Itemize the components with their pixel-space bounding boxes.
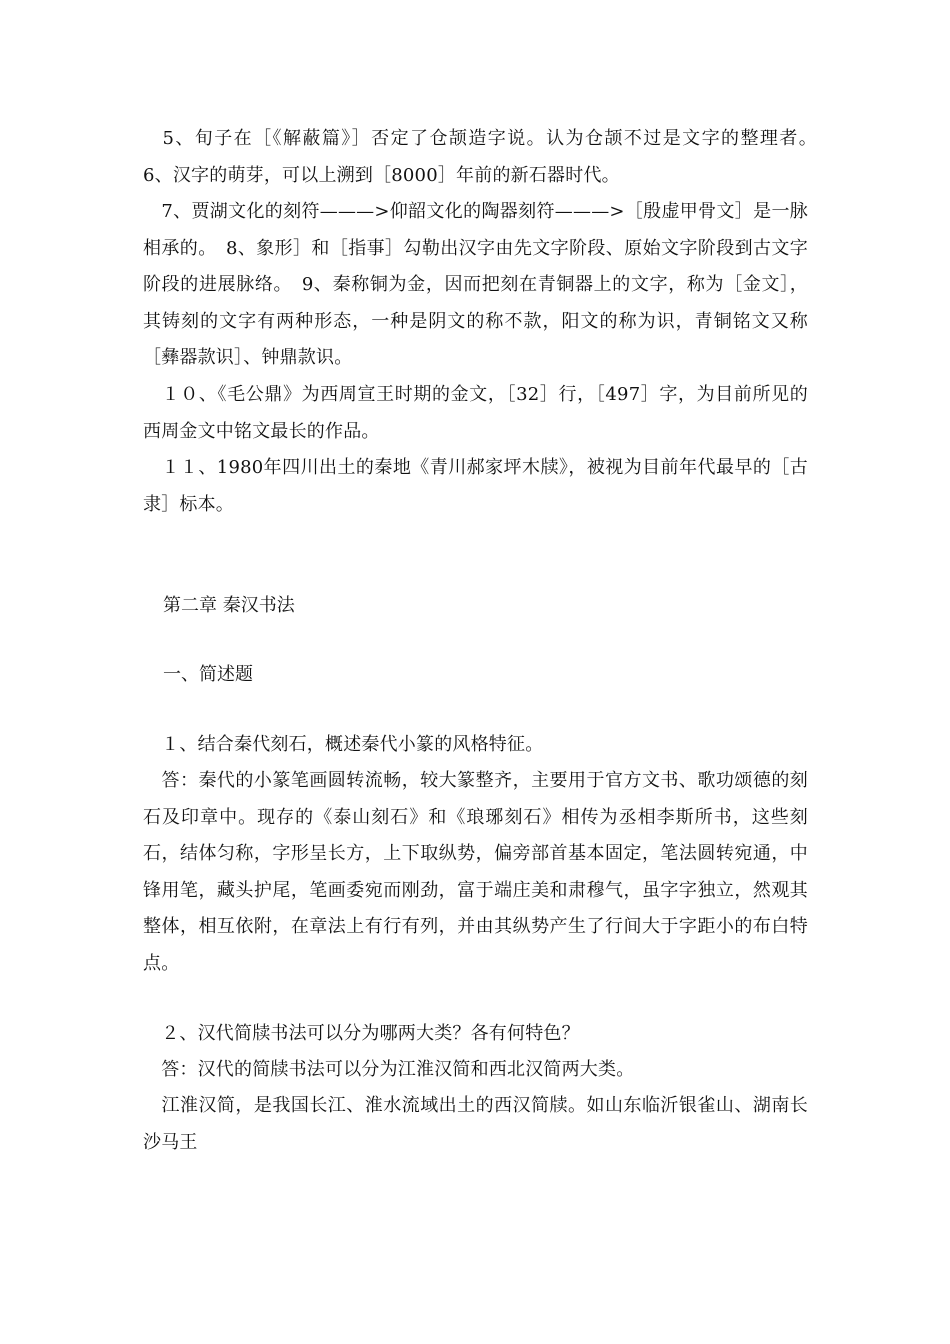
question-2: ２、汉代简牍书法可以分为哪两大类？各有何特色？ — [143, 1023, 580, 1044]
chapter-title: 第二章 秦汉书法 — [163, 595, 295, 616]
paragraph-items-7-9: 7、贾湖文化的刻符———>仰韶文化的陶器刻符———>［殷虚甲骨文］是一脉相承的。 8、象形］和［指事］勾勒出汉字由先文字阶段、原始文字阶段到古文字阶段的进展脉络。 9、秦称铜为金，因而把刻在青铜器上的文字，称为［金文］，其铸刻的文字有两种形态，一种是阴文的称不款，阳文的称为识，青铜铭文又称［彝器款识］、钟鼎款识。 — [143, 201, 808, 368]
paragraph-items-5-6: 5、旬子在［《解蔽篇》］否定了仓颉造字说。认为仓颉不过是文字的整理者。 6、汉字的萌芽，可以上溯到［8000］年前的新石器时代。 — [143, 128, 827, 186]
paragraph-item-11: １１、1980年四川出土的秦地《青川郝家坪木牍》，被视为目前年代最早的［古隶］标本。 — [143, 457, 808, 515]
section-title: 一、简述题 — [163, 664, 253, 685]
answer-1: 答：秦代的小篆笔画圆转流畅，较大篆整齐，主要用于官方文书、歌功颂德的刻石及印章中。现存的《泰山刻石》和《琅琊刻石》相传为丞相李斯所书，这些刻石，结体匀称，字形呈长方，上下取纵势，偏旁部首基本固定，笔法圆转宛通，中锋用笔，藏头护尾，笔画委宛而刚劲，富于端庄美和肃穆气，虽字字独立，然观其整体，相互依附，在章法上有行有列，并由其纵势产生了行间大于字距小的布白特点。 — [143, 770, 808, 974]
answer-2-detail: 江淮汉简，是我国长江、淮水流域出土的西汉简牍。如山东临沂银雀山、湖南长沙马王 — [143, 1095, 808, 1153]
answer-2: 答：汉代的简牍书法可以分为江淮汉简和西北汉简两大类。 — [143, 1059, 635, 1080]
question-1: １、结合秦代刻石，概述秦代小篆的风格特征。 — [143, 734, 544, 755]
paragraph-item-10: １０、《毛公鼎》为西周宣王时期的金文，［32］行，［497］字，为目前所见的西周金文中铭文最长的作品。 — [143, 384, 808, 442]
